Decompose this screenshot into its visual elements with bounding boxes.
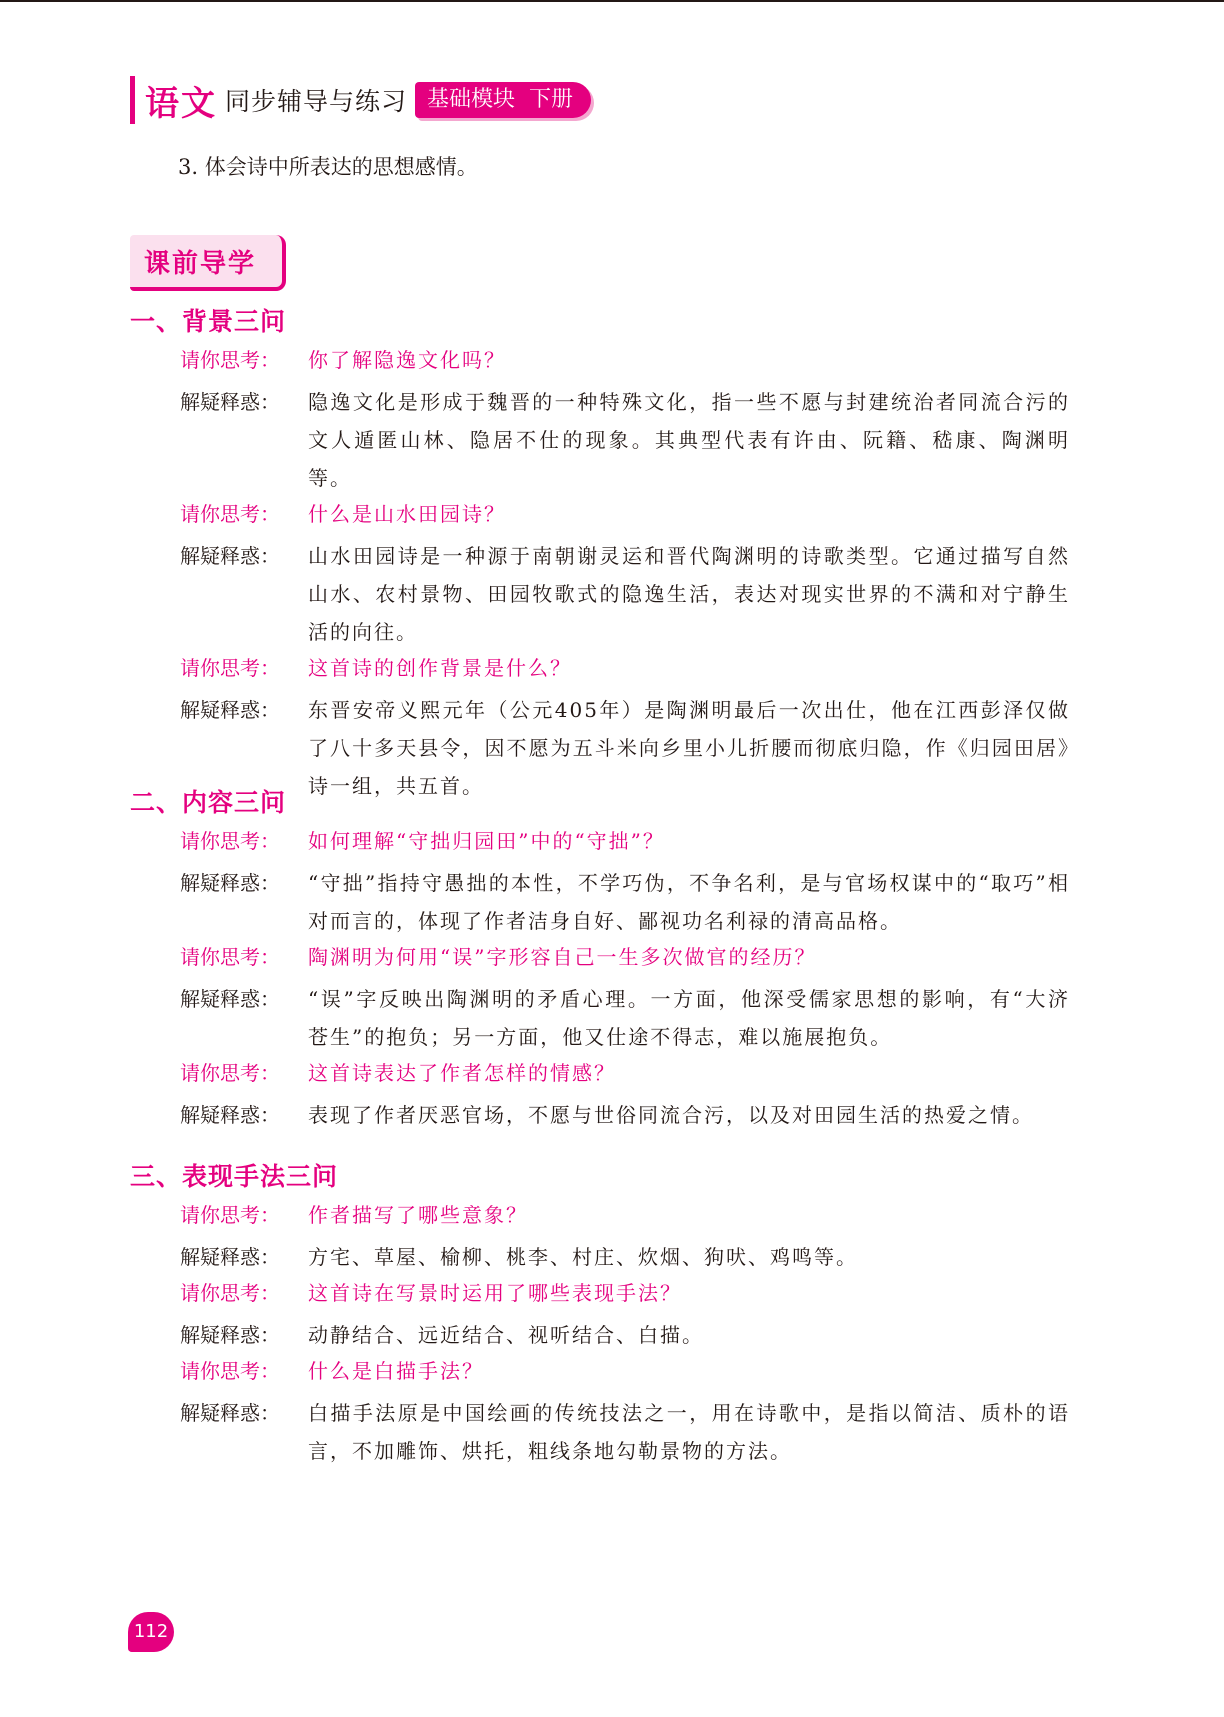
section-title-techniques: 三、表现手法三问 <box>130 1162 339 1191</box>
question-row <box>180 345 1080 375</box>
question-label: 请你思考： <box>180 502 280 526</box>
answer-row <box>180 1394 1080 1470</box>
question-text: 什么是白描手法？ <box>308 1359 484 1383</box>
qa-block-content <box>180 826 1080 1134</box>
qa-block-background <box>180 345 1080 805</box>
answer-row <box>180 1238 1080 1276</box>
answer-row <box>180 691 1080 805</box>
answer-text: 隐逸文化是形成于魏晋的一种特殊文化，指一些不愿与封建统治者同流合污的文人遁匿山林、隐居不仕的现象。其典型代表有许由、阮籍、嵇康、陶渊明等。 <box>308 390 1070 490</box>
answer-text: 东晋安帝义熙元年（公元405年）是陶渊明最后一次出仕，他在江西彭泽仅做了八十多天县令，因不愿为五斗米向乡里小儿折腰而彻底归隐，作《归园田居》诗一组，共五首。 <box>308 698 1070 798</box>
question-label: 请你思考： <box>180 1061 280 1085</box>
question-text: 你了解隐逸文化吗？ <box>308 348 506 372</box>
question-row <box>180 826 1080 856</box>
section-tag: 课前导学 <box>130 235 286 291</box>
answer-label: 解疑释惑： <box>180 1323 280 1347</box>
answer-text: “误”字反映出陶渊明的矛盾心理。一方面，他深受儒家思想的影响，有“大济苍生”的抱负；另一方面，他又仕途不得志，难以施展抱负。 <box>308 987 1070 1049</box>
question-text: 这首诗表达了作者怎样的情感？ <box>308 1061 616 1085</box>
answer-label: 解疑释惑： <box>180 871 280 895</box>
question-text: 陶渊明为何用“误”字形容自己一生多次做官的经历？ <box>308 945 817 969</box>
question-label: 请你思考： <box>180 1359 280 1383</box>
answer-row <box>180 1096 1080 1134</box>
answer-text: 山水田园诗是一种源于南朝谢灵运和晋代陶渊明的诗歌类型。它通过描写自然山水、农村景物、田园牧歌式的隐逸生活，表达对现实世界的不满和对宁静生活的向往。 <box>308 544 1070 644</box>
answer-text: 白描手法原是中国绘画的传统技法之一，用在诗歌中，是指以简洁、质朴的语言，不加雕饰、烘托，粗线条地勾勒景物的方法。 <box>308 1401 1070 1463</box>
section-title-background: 一、背景三问 <box>130 307 287 336</box>
answer-row <box>180 980 1080 1056</box>
header-series: 同步辅导与练习 <box>225 87 408 116</box>
question-row <box>180 942 1080 972</box>
question-row <box>180 1058 1080 1088</box>
answer-label: 解疑释惑： <box>180 698 280 722</box>
answer-text: 方宅、草屋、榆柳、桃李、村庄、炊烟、狗吠、鸡鸣等。 <box>308 1245 858 1269</box>
page-header <box>130 74 591 126</box>
question-label: 请你思考： <box>180 829 280 853</box>
page-number: 112 <box>128 1612 174 1652</box>
header-volume: 下册 <box>529 87 574 112</box>
learning-objective: 3. 体会诗中所表达的思想感情。 <box>178 155 478 179</box>
question-label: 请你思考： <box>180 656 280 680</box>
question-text: 如何理解“守拙归园田”中的“守拙”？ <box>308 829 665 853</box>
answer-row <box>180 383 1080 497</box>
question-text: 这首诗的创作背景是什么？ <box>308 656 572 680</box>
answer-label: 解疑释惑： <box>180 390 280 414</box>
qa-block-techniques <box>180 1200 1080 1470</box>
question-row <box>180 1278 1080 1308</box>
question-row <box>180 1356 1080 1386</box>
answer-label: 解疑释惑： <box>180 1401 280 1425</box>
question-row <box>180 1200 1080 1230</box>
header-subject: 语文 <box>145 83 217 124</box>
header-accent-bar <box>130 76 135 124</box>
answer-text: 表现了作者厌恶官场，不愿与世俗同流合污，以及对田园生活的热爱之情。 <box>308 1103 1034 1127</box>
question-label: 请你思考： <box>180 1281 280 1305</box>
answer-row <box>180 537 1080 651</box>
header-module-badge <box>415 82 591 118</box>
question-text: 作者描写了哪些意象？ <box>308 1203 528 1227</box>
answer-row <box>180 864 1080 940</box>
answer-row <box>180 1316 1080 1354</box>
question-label: 请你思考： <box>180 1203 280 1227</box>
question-row <box>180 653 1080 683</box>
question-text: 什么是山水田园诗？ <box>308 502 506 526</box>
answer-text: “守拙”指持守愚拙的本性，不学巧伪，不争名利，是与官场权谋中的“取巧”相对而言的，体现了作者洁身自好、鄙视功名利禄的清高品格。 <box>308 871 1070 933</box>
question-label: 请你思考： <box>180 945 280 969</box>
answer-label: 解疑释惑： <box>180 544 280 568</box>
question-row <box>180 499 1080 529</box>
answer-label: 解疑释惑： <box>180 1103 280 1127</box>
answer-label: 解疑释惑： <box>180 1245 280 1269</box>
question-label: 请你思考： <box>180 348 280 372</box>
answer-label: 解疑释惑： <box>180 987 280 1011</box>
top-rule <box>0 0 1224 2</box>
answer-text: 动静结合、远近结合、视听结合、白描。 <box>308 1323 704 1347</box>
section-title-content: 二、内容三问 <box>130 788 287 817</box>
header-module: 基础模块 <box>427 87 516 112</box>
question-text: 这首诗在写景时运用了哪些表现手法？ <box>308 1281 682 1305</box>
